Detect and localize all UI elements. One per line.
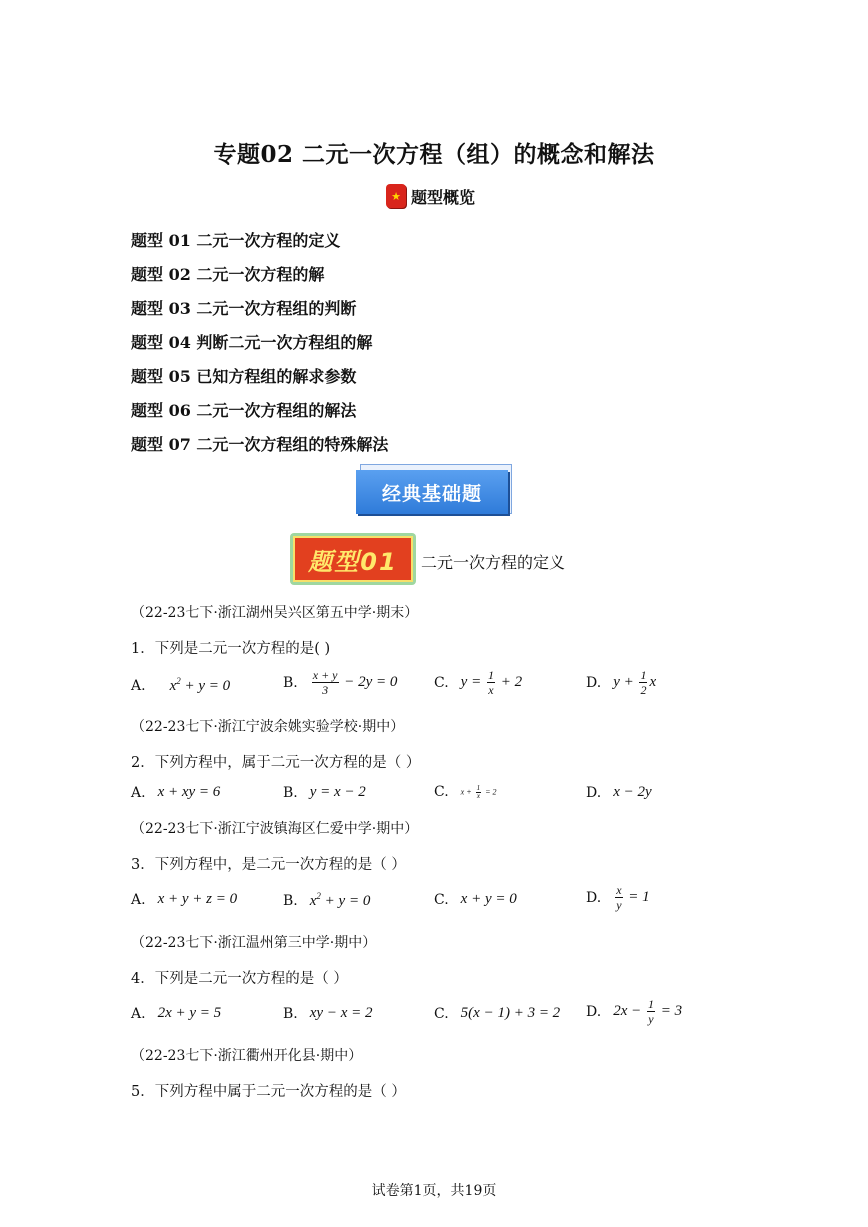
toc-item: 题型 02 二元一次方程的解 xyxy=(131,265,325,284)
option-d[interactable]: D. x − 2y xyxy=(586,784,652,801)
toc-item: 题型 04 判断二元一次方程组的解 xyxy=(131,333,373,352)
question-stem: 1．下列是二元一次方程的是( ) xyxy=(131,641,331,657)
toc-item: 题型 06 二元一次方程组的解法 xyxy=(131,401,357,420)
option-c[interactable]: C. 5(x − 1) + 3 = 2 xyxy=(434,1005,561,1022)
type-badge-label: 题型01 xyxy=(293,536,413,582)
page-footer: 试卷第1页，共19页 xyxy=(371,1183,497,1199)
option-d[interactable]: D. $\frac{x}{y}$ = 1 xyxy=(586,883,650,912)
toc-item: 题型 01 二元一次方程的定义 xyxy=(131,231,341,250)
option-b[interactable]: B. $x^2 + y = 0$ xyxy=(283,891,371,909)
option-d[interactable]: D. y + $\frac{1}{2}$ x xyxy=(586,668,657,697)
question-source: （22-23七下·浙江宁波余姚实验学校·期中） xyxy=(131,719,405,735)
toc-item: 题型 03 二元一次方程组的判断 xyxy=(131,299,357,318)
option-c[interactable]: C. x + $\frac{1}{x}$ = 2 xyxy=(434,783,497,800)
option-b[interactable]: B. $\frac{x + y}{3}$ − 2y = 0 xyxy=(283,668,398,697)
option-a[interactable]: A. $x^2 + y = 0$ xyxy=(131,676,231,694)
option-d[interactable]: D. 2x − $\frac{1}{y}$ = 3 xyxy=(586,997,683,1026)
question-source: （22-23七下·浙江衢州开化县·期中） xyxy=(131,1048,363,1064)
option-c[interactable]: C. y = $\frac{1}{x}$ + 2 xyxy=(434,668,523,697)
question-stem: 2．下列方程中，属于二元一次方程的是（ ） xyxy=(131,755,421,771)
type-badge xyxy=(290,533,416,585)
question-source: （22-23七下·浙江温州第三中学·期中） xyxy=(131,935,377,951)
question-source: （22-23七下·浙江湖州吴兴区第五中学·期末） xyxy=(131,605,419,621)
flag-icon: ★ xyxy=(386,184,406,208)
toc-item: 题型 07 二元一次方程组的特殊解法 xyxy=(131,435,389,454)
option-a[interactable]: A. 2x + y = 5 xyxy=(131,1005,222,1022)
overview-label: 题型概览 xyxy=(411,187,476,207)
page-title: 专题02 二元一次方程（组）的概念和解法 xyxy=(213,141,655,168)
toc-item: 题型 05 已知方程组的解求参数 xyxy=(131,367,357,386)
option-b[interactable]: B. xy − x = 2 xyxy=(283,1005,373,1022)
question-stem: 3．下列方程中，是二元一次方程的是（ ） xyxy=(131,857,406,873)
option-a[interactable]: A. x + xy = 6 xyxy=(131,784,221,801)
option-a[interactable]: A. x + y + z = 0 xyxy=(131,891,238,908)
option-c[interactable]: C. x + y = 0 xyxy=(434,891,517,908)
question-stem: 4．下列是二元一次方程的是（ ） xyxy=(131,971,348,987)
question-stem: 5．下列方程中属于二元一次方程的是（ ） xyxy=(131,1084,406,1100)
overview-heading xyxy=(386,182,475,210)
option-b[interactable]: B. y = x − 2 xyxy=(283,784,366,801)
type-title: 二元一次方程的定义 xyxy=(421,553,566,572)
banner-label: 经典基础题 xyxy=(356,470,508,514)
question-source: （22-23七下·浙江宁波镇海区仁爱中学·期中） xyxy=(131,821,419,837)
section-banner xyxy=(356,464,516,522)
